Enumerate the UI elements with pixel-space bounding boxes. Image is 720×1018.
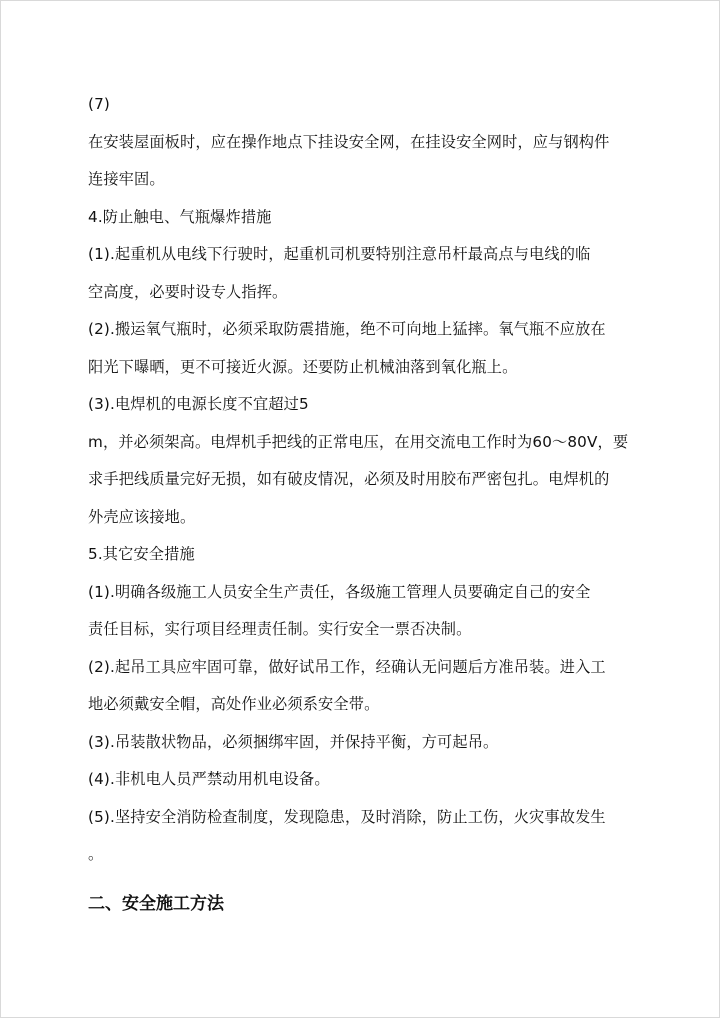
paragraph-line: 地必须戴安全帽，高处作业必须系安全带。 (88, 695, 380, 713)
paragraph-line: (2).起吊工具应牢固可靠，做好试吊工作，经确认无问题后方准吊装。进入工 (88, 657, 606, 676)
paragraph-line: 外壳应该接地。 (88, 507, 196, 526)
paragraph-line: (5).坚持安全消防检查制度，发现隐患，及时消除，防止工伤，火灾事故发生 (88, 807, 606, 826)
subsection-heading-5: 5.其它安全措施 (88, 545, 195, 563)
paragraph-line: (4).非机电人员严禁动用机电设备。 (88, 770, 330, 788)
paragraph-line: 空高度，必要时设专人指挥。 (88, 282, 288, 301)
paragraph-line: (3).吊装散状物品，必须捆绑牢固，并保持平衡，方可起吊。 (88, 732, 499, 751)
paragraph-line: 求手把线质量完好无损，如有破皮情况，必须及时用胶布严密包扎。电焊机的 (88, 470, 610, 488)
paragraph-line: 在安装屋面板时，应在操作地点下挂设安全网，在挂设安全网时，应与钢构件 (88, 132, 610, 151)
item-7-label: (7) (88, 95, 110, 113)
paragraph-line: m，并必须架高。电焊机手把线的正常电压，在用交流电工作时为60～80V，要 (88, 432, 629, 451)
document-body (88, 89, 648, 919)
section-heading: 二、安全施工方法 (88, 894, 224, 914)
paragraph-line: (1).明确各级施工人员安全生产责任，各级施工管理人员要确定自己的安全 (88, 582, 591, 601)
paragraph-line: 连接牢固。 (88, 170, 165, 188)
subsection-heading-4: 4.防止触电、气瓶爆炸措施 (88, 207, 272, 226)
paragraph-line: (3).电焊机的电源长度不宜超过5 (88, 395, 309, 413)
paragraph-line: 责任目标，实行项目经理责任制。实行安全一票否决制。 (88, 620, 472, 638)
paragraph-line: (2).搬运氧气瓶时，必须采取防震措施，绝不可向地上猛摔。氧气瓶不应放在 (88, 320, 606, 338)
paragraph-line: 。 (88, 845, 104, 863)
paragraph-line: 阳光下曝晒，更不可接近火源。还要防止机械油落到氧化瓶上。 (88, 357, 518, 376)
paragraph-line: (1).起重机从电线下行驶时，起重机司机要特别注意吊杆最高点与电线的临 (88, 245, 591, 263)
